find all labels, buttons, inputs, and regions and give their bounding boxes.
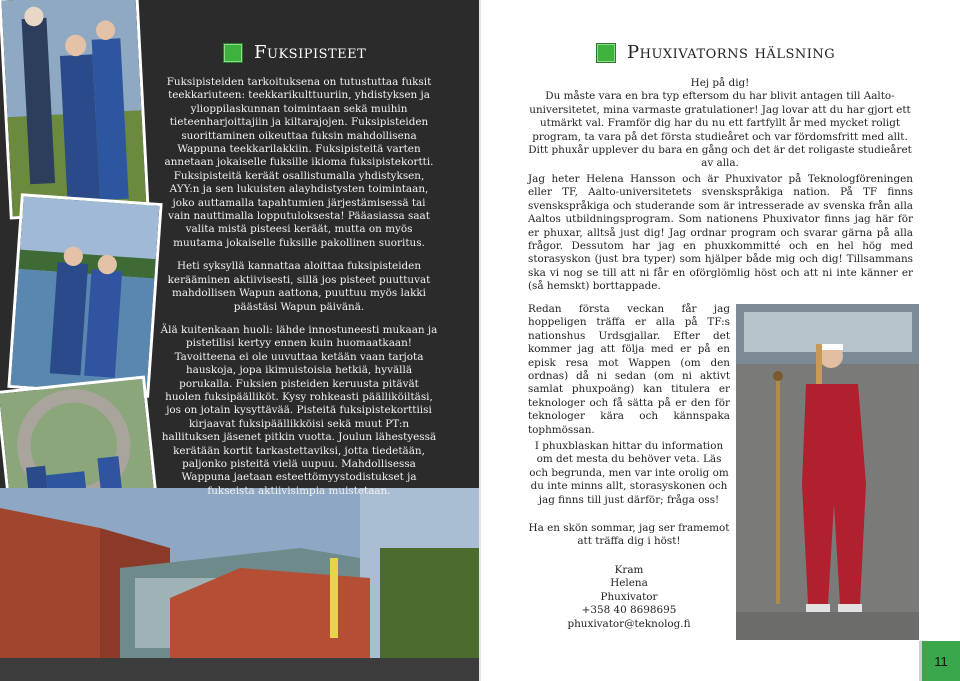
fuksipisteet-paragraph-1: Fuksipisteiden tarkoituksena on tutustuttaa fuksit teekkariuteen: teekkarikulttuuriin, yhdistyksen ja ylioppilaskunnan toimintaan sekä muihin tieteenharjoittajiin ja kiltarajojen. Fuksipisteiden suorittaminen oikeuttaa fuksin mahdollisena Wappuna teekkarilakkiin. Fuksipisteitä varten annetaan jokaiselle fuksille ikioma fuksipistekortti. Fuksipisteitä keräät osallistumalla yhdistyksen, AYY:n ja sen lukuisten alayhdistysten toimintaan, joko auttamalla tapahtumien järjestämisessä tai vain nauttimalla lopputuloksesta! Pääasiassa saat valita mistä pisteesi keräät, mutta on myös muutama jokaiselle fuksille pakollinen suoritus.: [164, 76, 434, 249]
signature-role: Phuxivator: [600, 590, 658, 603]
introduction-text: Jag heter Helena Hansson och är Phuxivator på Teknologföreningen eller TF, Aalto-universitetets svenskspråkiga nation. På TF finns svenskspråkiga och studerande som är intresserade av svenska från alla Aaltos utbildningsprogram. Som nationens Phuxivator finns jag här för er phuxar, alltså just dig! Jag ordnar program och svarar gärna på alla frågor. Dessutom har jag en phuxkommitté och en hel hög med storasyskon (just bra typer) som hjälper både mig och dig! Tillsammans ska vi nog se till att ni får en oförglömlig höst och att ni inte känner er (så hemskt) borttappade.: [528, 173, 913, 293]
fuksipisteet-heading: [224, 42, 366, 63]
phuxblaskan-text: I phuxblaskan hittar du information om det mesta du behöver veta. Läs och begrunda, men var inte orolig om du inte minns allt, storasyskonen och jag finns till just därför; fråga oss!: [529, 440, 729, 506]
fuksipisteet-paragraph-2: Heti syksyllä kannattaa aloittaa fuksipisteiden kerääminen aktiivisesti, sillä jos pisteet puuttuvat mahdollisen Wapun aattona, puuttuu myös lakki päästäsi Wapun päivänä.: [167, 260, 431, 313]
signature-email: phuxivator@teknolog.fi: [567, 617, 691, 630]
greeting-line: Hej på dig!: [690, 77, 750, 89]
first-week-text: Redan första veckan får jag hoppeligen träffa er alla på TF:s nationshus Urdsgjallar. Efter det kommer jag att följa med er på en episk resa mot Wappen (om den ordnas) då ni sedan (om ni aktivt samlat phuxpoäng) kan titulera er teknologer och få sätta på er den för teknologer kära och kännspaka tophmössan.: [528, 303, 730, 436]
summer-text: Ha en skön sommar, jag ser framemot att träffa dig i höst!: [528, 522, 730, 548]
fuksipisteet-body: [160, 76, 438, 508]
fuksipisteet-paragraph-3: Älä kuitenkaan huoli: lähde innostuneesti mukaan ja pistetilisi kertyy ennen kuin huomaatkaan! Tavoitteena ei ole uuvuttaa ketään vaan tarjota hauskoja, jopa ikimuistoisia hetkiä, hyvällä porukalla. Fuksien pisteiden keruusta pitävät huolen fuksipäälliköt. Kysy rohkeasti päälliköiltäsi, jos on jotain kysyttävää. Pisteitä fuksipistekorttiisi kirjaavat fuksipäällikköisi sekä muut PT:n hallituksen jäsenet pitkin vuotta. Joulun lähestyessä kerätään kortit tarkastettaviksi, jotta tiedetään, paljonko pisteitä vielä uupuu. Mahdollisessa Wappuna jaetaan esteettömyystodistukset ja fukseista aktiivisimpia muistetaan.: [160, 323, 438, 497]
phuxblaskan-paragraph: [528, 440, 730, 507]
signature-name: Helena: [610, 577, 648, 590]
photo-phuxivator-helena: [736, 304, 919, 640]
photo-students-by-sea: [7, 193, 162, 397]
congratulations-paragraph: Du måste vara en bra typ eftersom du har blivit antagen till Aalto-universitetet, mina varmaste gratulationer! Jag lovar att du har gjort ett utmärkt val. Framför dig har du nu ett fartfyllt år med mycket roligt program, ta vara på det första studieåret och var fördomsfritt med allt. Ditt phuxår upplever du bara en gång och det är det roligaste studieåret av alla.: [528, 90, 912, 170]
green-square-bullet: [224, 44, 242, 62]
phuxivator-heading: [597, 42, 835, 63]
page-number: 11: [922, 641, 960, 681]
introduction-paragraph: [528, 173, 913, 294]
signature-kram: Kram: [614, 564, 644, 576]
right-page: [481, 0, 960, 681]
phuxivator-title: Phuxivatorns hälsning: [627, 42, 836, 63]
photo-campus-building: [0, 488, 479, 681]
signature-phone: +358 40 8698695: [581, 604, 677, 617]
first-week-paragraph: [528, 303, 730, 437]
photo-overalls-group: [0, 0, 150, 220]
fuksipisteet-title: Fuksipisteet: [254, 42, 367, 63]
green-square-bullet: [597, 44, 615, 62]
greeting-block: [525, 77, 915, 171]
left-page: [0, 0, 479, 681]
signature-block: [528, 564, 730, 631]
summer-paragraph: [528, 522, 730, 549]
